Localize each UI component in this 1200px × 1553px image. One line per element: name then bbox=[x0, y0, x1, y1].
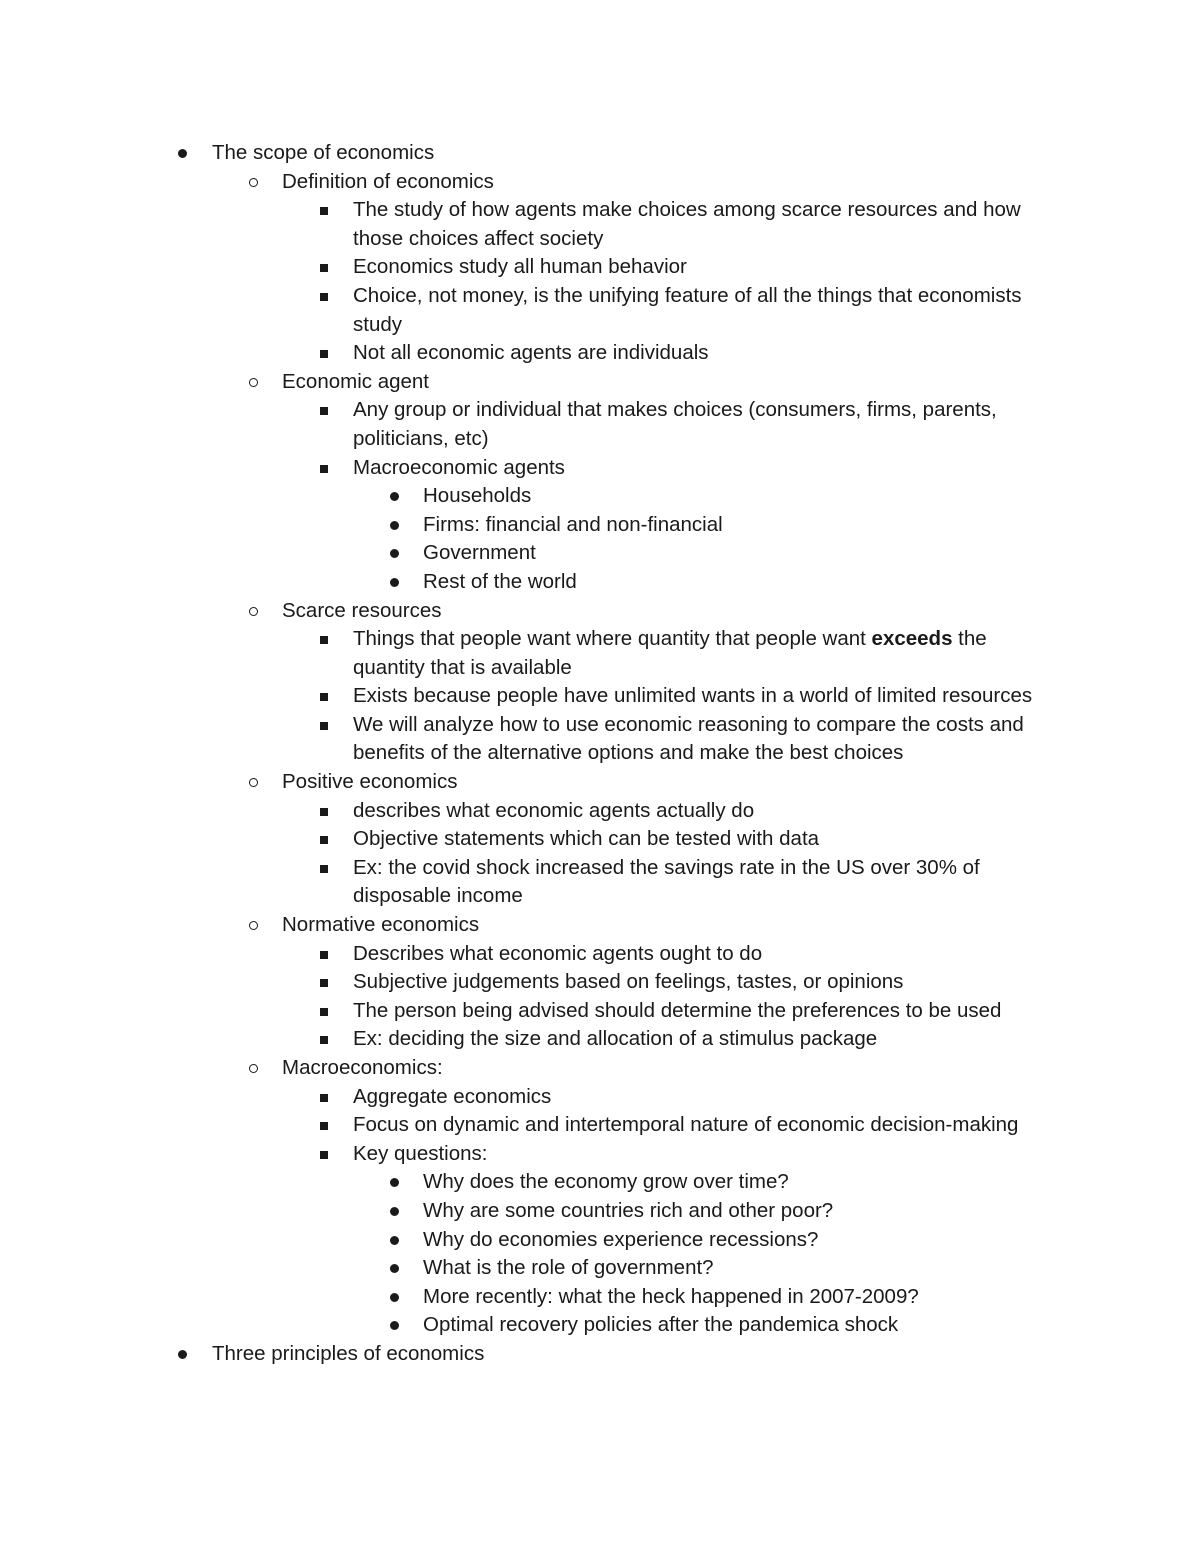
outline-item-level-4 bbox=[423, 482, 1063, 511]
hollow-circle-bullet-icon bbox=[249, 607, 258, 616]
square-bullet-icon bbox=[320, 722, 328, 730]
square-bullet-icon bbox=[320, 836, 328, 844]
square-bullet-icon bbox=[320, 407, 328, 415]
filled-circle-bullet-icon bbox=[178, 149, 187, 158]
outline-item-level-1 bbox=[212, 1340, 1072, 1369]
outline-item-level-3 bbox=[353, 196, 1063, 253]
outline-item-text: Economics study all human behavior bbox=[353, 255, 687, 279]
filled-circle-bullet-icon bbox=[390, 549, 399, 558]
outline-item-level-3 bbox=[353, 1111, 1063, 1140]
outline-item-text: The person being advised should determine the preferences to be used bbox=[353, 998, 1002, 1022]
outline-item-level-4 bbox=[423, 1197, 1063, 1226]
outline-item-text: Government bbox=[423, 541, 536, 565]
outline-item-text: Normative economics bbox=[282, 913, 480, 937]
outline-item-text: Aggregate economics bbox=[353, 1084, 552, 1108]
outline-item-level-3 bbox=[353, 968, 1063, 997]
filled-circle-bullet-icon bbox=[390, 521, 399, 530]
square-bullet-icon bbox=[320, 979, 328, 987]
outline-item-text: Households bbox=[423, 484, 532, 508]
outline-item-text: Ex: deciding the size and allocation of a stimulus package bbox=[353, 1027, 878, 1051]
outline-item-text: Macroeconomic agents bbox=[353, 455, 565, 479]
outline-item-text: Definition of economics bbox=[282, 169, 494, 193]
outline-item-text: Positive economics bbox=[282, 770, 458, 794]
outline-item-text: Describes what economic agents ought to do bbox=[353, 941, 763, 965]
square-bullet-icon bbox=[320, 207, 328, 215]
square-bullet-icon bbox=[320, 808, 328, 816]
outline-item-level-3 bbox=[353, 825, 1063, 854]
outline-item-level-4 bbox=[423, 1226, 1063, 1255]
filled-circle-bullet-icon bbox=[390, 492, 399, 501]
outline-item-level-4 bbox=[423, 539, 1063, 568]
outline-item-level-3 bbox=[353, 339, 1063, 368]
hollow-circle-bullet-icon bbox=[249, 378, 258, 387]
square-bullet-icon bbox=[320, 1122, 328, 1130]
outline-item-text: Three principles of economics bbox=[212, 1341, 485, 1365]
outline-item-level-3 bbox=[353, 1025, 1063, 1054]
outline-item-text: Subjective judgements based on feelings, tastes, or opinions bbox=[353, 970, 904, 994]
outline-item-text: Exists because people have unlimited wants in a world of limited resources bbox=[353, 684, 1033, 708]
outline-item-text: We will analyze how to use economic reasoning to compare the costs and benefits of the alternative options and make the best choices bbox=[353, 712, 1024, 765]
outline-item-text: Macroeconomics: bbox=[282, 1056, 443, 1079]
square-bullet-icon bbox=[320, 865, 328, 873]
outline-item-text: Scarce resources bbox=[282, 598, 442, 622]
outline-item-level-3 bbox=[353, 682, 1063, 711]
outline-item-text: Why are some countries rich and other poor? bbox=[423, 1198, 834, 1222]
filled-circle-bullet-icon bbox=[390, 1207, 399, 1216]
outline-item-text: Firms: financial and non-financial bbox=[423, 512, 723, 536]
square-bullet-icon bbox=[320, 1094, 328, 1102]
outline-item-text: Ex: the covid shock increased the savings rate in the US over 30% of disposable income bbox=[353, 855, 980, 908]
outline-item-text: The study of how agents make choices among scarce resources and how those choices affect society bbox=[353, 198, 1021, 250]
square-bullet-icon bbox=[320, 293, 328, 301]
outline-item-text: Key questions: bbox=[353, 1141, 488, 1165]
outline-item-text: What is the role of government? bbox=[423, 1256, 714, 1280]
outline-item-level-2 bbox=[282, 368, 1072, 397]
outline-item-level-3 bbox=[353, 1140, 1063, 1169]
outline-item-level-3 bbox=[353, 854, 1063, 911]
outline-item-text: Not all economic agents are individuals bbox=[353, 341, 709, 365]
filled-circle-bullet-icon bbox=[390, 1178, 399, 1187]
outline-item-level-3 bbox=[353, 711, 1063, 768]
filled-circle-bullet-icon bbox=[390, 578, 399, 587]
outline-item-level-2 bbox=[282, 597, 1072, 626]
outline-item-level-3 bbox=[353, 940, 1063, 969]
outline-item-text: Rest of the world bbox=[423, 569, 577, 593]
outline-item-level-4 bbox=[423, 511, 1063, 540]
square-bullet-icon bbox=[320, 951, 328, 959]
outline-item-level-3 bbox=[353, 454, 1063, 483]
outline-item-level-3 bbox=[353, 396, 1063, 453]
outline-item-text: Focus on dynamic and intertemporal nature of economic decision-making bbox=[353, 1113, 1019, 1137]
filled-circle-bullet-icon bbox=[390, 1236, 399, 1245]
outline-item-text: Economic agent bbox=[282, 369, 430, 393]
outline-item-level-4 bbox=[423, 1254, 1063, 1283]
outline-item-text: More recently: what the heck happened in 2007-2009? bbox=[423, 1284, 919, 1308]
outline-item-text: Any group or individual that makes choices (consumers, firms, parents, politicians, etc) bbox=[353, 398, 997, 450]
outline-item-level-4 bbox=[423, 1168, 1063, 1197]
outline-item-level-3 bbox=[353, 1083, 1063, 1112]
outline-item-text bbox=[353, 627, 987, 679]
text-run: Things that people want where quantity that people want bbox=[353, 627, 872, 651]
outline-item-text: The scope of economics bbox=[212, 141, 435, 164]
outline-item-text: Why does the economy grow over time? bbox=[423, 1170, 789, 1194]
filled-circle-bullet-icon bbox=[390, 1293, 399, 1302]
outline-item-text: Why do economies experience recessions? bbox=[423, 1227, 819, 1251]
outline-item-text: describes what economic agents actually do bbox=[353, 798, 755, 822]
filled-circle-bullet-icon bbox=[390, 1321, 399, 1330]
hollow-circle-bullet-icon bbox=[249, 778, 258, 787]
square-bullet-icon bbox=[320, 1036, 328, 1044]
outline-item-text: Optimal recovery policies after the pandemica shock bbox=[423, 1313, 899, 1337]
outline-item-level-4 bbox=[423, 568, 1063, 597]
square-bullet-icon bbox=[320, 1151, 328, 1159]
outline-item-level-1 bbox=[212, 139, 1072, 168]
square-bullet-icon bbox=[320, 465, 328, 473]
outline-item-level-2 bbox=[282, 1054, 1072, 1083]
document-outline bbox=[0, 139, 1200, 1369]
outline-item-level-4 bbox=[423, 1283, 1063, 1312]
outline-item-level-3 bbox=[353, 997, 1063, 1026]
outline-item-level-2 bbox=[282, 768, 1072, 797]
square-bullet-icon bbox=[320, 350, 328, 358]
square-bullet-icon bbox=[320, 636, 328, 644]
square-bullet-icon bbox=[320, 264, 328, 272]
text-run: the quantity that is available bbox=[353, 627, 987, 679]
outline-item-level-3 bbox=[353, 625, 1063, 682]
outline-item-level-3 bbox=[353, 253, 1063, 282]
outline-item-level-3 bbox=[353, 797, 1063, 826]
filled-circle-bullet-icon bbox=[390, 1264, 399, 1273]
hollow-circle-bullet-icon bbox=[249, 921, 258, 930]
filled-circle-bullet-icon bbox=[178, 1350, 187, 1359]
outline-item-level-2 bbox=[282, 168, 1072, 197]
emphasized-text: exceeds bbox=[871, 627, 953, 651]
outline-item-level-3 bbox=[353, 282, 1063, 339]
hollow-circle-bullet-icon bbox=[249, 178, 258, 187]
outline-item-level-2 bbox=[282, 911, 1072, 940]
outline-item-level-4 bbox=[423, 1311, 1063, 1340]
square-bullet-icon bbox=[320, 693, 328, 701]
outline-item-text: Choice, not money, is the unifying feature of all the things that economists study bbox=[353, 283, 1022, 336]
hollow-circle-bullet-icon bbox=[249, 1064, 258, 1073]
square-bullet-icon bbox=[320, 1008, 328, 1016]
outline-item-text: Objective statements which can be tested with data bbox=[353, 827, 820, 851]
